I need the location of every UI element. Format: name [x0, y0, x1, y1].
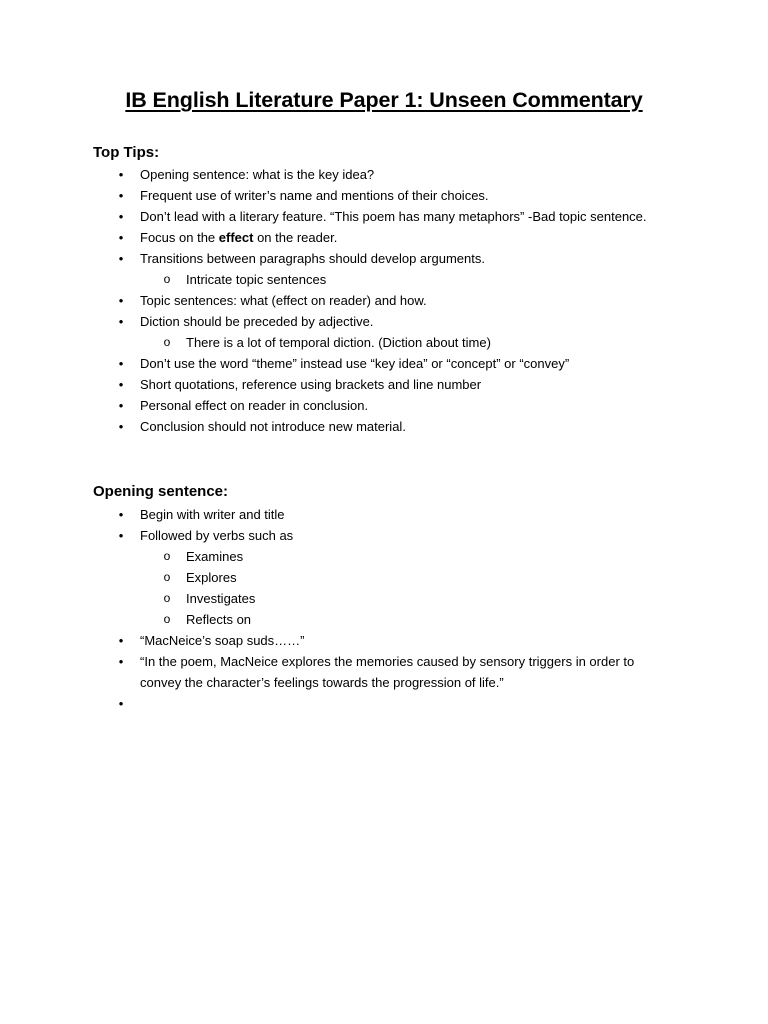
list-item-text: Personal effect on reader in conclusion. [140, 398, 369, 413]
list-item [0, 651, 768, 693]
list-item-text-before: Focus on the [140, 230, 219, 245]
list-item-text: Reflects on [186, 612, 252, 627]
bullet-icon: • [118, 167, 124, 182]
section-heading-top-tips: Top Tips: [93, 144, 160, 161]
list-item-text: Frequent use of writer’s name and mentions of their choices. [140, 188, 489, 203]
page-title: IB English Literature Paper 1: Unseen Commentary [125, 88, 643, 112]
bullet-icon: • [118, 377, 124, 392]
list-item-text-after: on the reader. [253, 230, 338, 245]
list-item-text: Don’t lead with a literary feature. “This poem has many metaphors” -Bad topic sentence. [140, 209, 647, 224]
bullet-icon: • [118, 633, 124, 648]
list-item [0, 206, 768, 227]
sub-list-item [0, 609, 768, 630]
list-item-text: “In the poem, MacNeice explores the memories caused by sensory triggers in order to convey the character’s feelings towards the progression of life.” [140, 654, 635, 690]
list-item-text: Explores [186, 570, 237, 585]
list-item-text: Intricate topic sentences [186, 272, 327, 287]
bullet-icon: • [118, 188, 124, 203]
list-item-text: Begin with writer and title [140, 507, 285, 522]
hollow-bullet-icon: o [163, 272, 171, 286]
hollow-bullet-icon: o [163, 570, 171, 584]
list-item-text: Transitions between paragraphs should develop arguments. [140, 251, 485, 266]
list-item [0, 227, 768, 248]
list-item-text: “MacNeice’s soap suds……” [140, 633, 305, 648]
bullet-icon: • [118, 356, 124, 371]
bullet-icon: • [118, 654, 124, 669]
list-item [0, 630, 768, 651]
bullet-icon: • [118, 251, 124, 266]
hollow-bullet-icon: o [163, 549, 171, 563]
bullet-icon: • [118, 209, 124, 224]
list-item-text: Conclusion should not introduce new material. [140, 419, 406, 434]
bullet-icon: • [118, 398, 124, 413]
list-item [0, 290, 768, 311]
list-item [0, 248, 768, 269]
sub-list-item [0, 546, 768, 567]
hollow-bullet-icon: o [163, 612, 171, 626]
list-item-text: Followed by verbs such as [140, 528, 294, 543]
sub-list-item [0, 588, 768, 609]
bullet-icon: • [118, 230, 124, 245]
list-item-text: Diction should be preceded by adjective. [140, 314, 374, 329]
list-item-text: Opening sentence: what is the key idea? [140, 167, 375, 182]
opening-sentence-list [0, 504, 768, 711]
sub-list-item [0, 269, 768, 290]
list-item [0, 164, 768, 185]
list-item-text: Investigates [186, 591, 256, 606]
list-item [0, 311, 768, 332]
list-item [0, 374, 768, 395]
list-item [0, 416, 768, 437]
bullet-icon: • [118, 696, 124, 711]
hollow-bullet-icon: o [163, 335, 171, 349]
list-item-text: Examines [186, 549, 244, 564]
bullet-icon: • [118, 293, 124, 308]
list-item [0, 395, 768, 416]
bullet-icon: • [118, 314, 124, 329]
sub-list-item [0, 332, 768, 353]
hollow-bullet-icon: o [163, 591, 171, 605]
top-tips-list [0, 164, 768, 437]
list-item [0, 525, 768, 546]
emphasized-word: effect [218, 230, 254, 245]
bullet-icon: • [118, 507, 124, 522]
list-item-text: Topic sentences: what (effect on reader) and how. [140, 293, 427, 308]
list-item [0, 504, 768, 525]
section-heading-opening-sentence: Opening sentence: [93, 483, 229, 500]
list-item-text: There is a lot of temporal diction. (Diction about time) [186, 335, 491, 350]
list-item [0, 353, 768, 374]
sub-list-item [0, 567, 768, 588]
list-item-text: Don’t use the word “theme” instead use “key idea” or “concept” or “convey” [140, 356, 570, 371]
bullet-icon: • [118, 528, 124, 543]
list-item [0, 185, 768, 206]
bullet-icon: • [118, 419, 124, 434]
list-item-text: Short quotations, reference using brackets and line number [140, 377, 482, 392]
